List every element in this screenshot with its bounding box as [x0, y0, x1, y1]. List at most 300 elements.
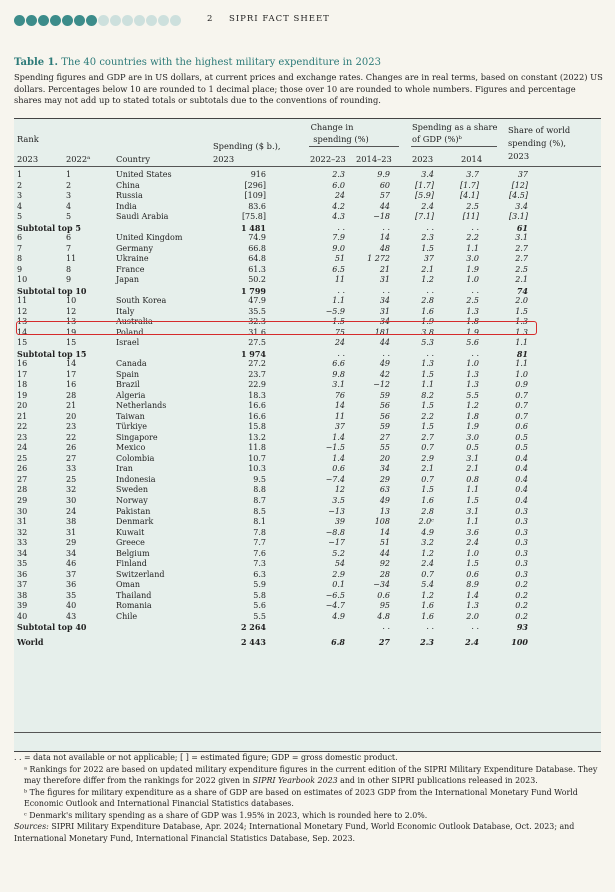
cell-world: [3.1] — [509, 212, 528, 222]
cell-ch2: 21 — [379, 264, 390, 274]
cell-label: Subtotal top 40 — [17, 622, 87, 633]
cell-r22: 24 — [66, 506, 77, 516]
table-row — [14, 580, 601, 591]
cell-country: Australia — [116, 317, 153, 327]
cell-g23: 5.4 — [421, 580, 434, 590]
cell-spend: 61.3 — [248, 264, 266, 274]
table-row — [14, 464, 601, 475]
cell-r22: 35 — [66, 590, 77, 600]
table-row — [14, 170, 601, 181]
subtotal-row — [14, 622, 601, 633]
cell-world: 3.1 — [515, 233, 528, 243]
cell-world: 1.3 — [515, 317, 528, 327]
cell-world: 0.5 — [515, 443, 528, 453]
cell-g23: . . — [426, 285, 434, 295]
cell-g14: 0.6 — [466, 569, 479, 579]
cell-r22: 33 — [66, 464, 77, 474]
cell-country: Spain — [116, 369, 140, 379]
cell-ch2: 0.6 — [377, 590, 390, 600]
cell-country: Italy — [116, 306, 135, 316]
cell-r22: 3 — [66, 191, 72, 201]
cell-ch2: 31 — [379, 306, 390, 316]
cell-g14: 8.9 — [466, 580, 479, 590]
subtotal-row — [14, 223, 601, 234]
cell-r22: 31 — [66, 527, 77, 537]
cell-ch2: 27 — [378, 636, 390, 647]
cell-g23: 2.2 — [421, 411, 434, 421]
cell-r22: 14 — [66, 359, 77, 369]
table-row — [14, 265, 601, 276]
cell-r22: 29 — [66, 538, 77, 548]
header-change-line2: spending (%) — [313, 134, 369, 144]
table-row — [14, 454, 601, 465]
sources-text: SIPRI Military Expenditure Database, Apr. 2024; International Monetary Fund, World Economic Outlook Database, Oct. 2023; and International Monetary Fund, International Financial Statistics Database, Sep. 2023. — [14, 822, 575, 843]
note-b: ᵇ The figures for military expenditure as a share of GDP are based on estimates of 2023 GDP from the International Monetary Fund World Economic Outlook and International Financial Statistics databases. — [24, 787, 578, 808]
dot — [146, 15, 157, 26]
table-row — [14, 422, 601, 433]
cell-r22: 10 — [66, 296, 77, 306]
cell-ch1: 75 — [334, 327, 345, 337]
cell-r23: 19 — [17, 390, 28, 400]
cell-ch2: . . — [382, 222, 390, 232]
cell-r22: 13 — [66, 317, 77, 327]
cell-country: India — [116, 201, 137, 211]
table-row — [14, 244, 601, 255]
table-label: Table 1. — [14, 57, 59, 68]
cell-g23: 2.3 — [421, 233, 434, 243]
cell-r22: 4 — [66, 201, 72, 211]
subtotal-row — [14, 286, 601, 297]
cell-r23: 12 — [17, 306, 28, 316]
cell-world: 0.3 — [515, 559, 528, 569]
cell-r22: 27 — [66, 453, 77, 463]
cell-spend: 7.6 — [253, 548, 266, 558]
cell-world: 2.7 — [515, 254, 528, 264]
cell-spend: 27.5 — [248, 338, 266, 348]
table-row — [14, 517, 601, 528]
cell-ch2: 44 — [379, 338, 390, 348]
cell-country: Iran — [116, 464, 133, 474]
cell-label: Subtotal top 15 — [17, 348, 87, 359]
cell-spend: 8.8 — [253, 485, 266, 495]
cell-world: [12] — [511, 180, 528, 190]
cell-g23: 4.9 — [421, 527, 434, 537]
cell-g23: 2.1 — [421, 264, 434, 274]
table-row — [14, 496, 601, 507]
cell-r22: 5 — [66, 212, 72, 222]
header-rank-2023: 2023 — [17, 154, 39, 164]
cell-ch2: 44 — [379, 201, 390, 211]
cell-ch2: 60 — [379, 180, 390, 190]
dot — [170, 15, 181, 26]
cell-r22: 16 — [66, 380, 77, 390]
cell-ch2: . . — [382, 285, 390, 295]
page-number: 2 — [207, 14, 213, 24]
cell-g23: 0.7 — [421, 569, 434, 579]
cell-g14: 1.4 — [466, 590, 479, 600]
table-row — [14, 391, 601, 402]
cell-g23: 3.2 — [421, 538, 434, 548]
cell-country: Oman — [116, 580, 141, 590]
cell-r22: 28 — [66, 390, 77, 400]
cell-g23: [1.7] — [415, 180, 434, 190]
header-change-2014-23: 2014–23 — [356, 154, 392, 164]
cell-r22: 7 — [66, 243, 72, 253]
cell-g14: 2.1 — [466, 464, 479, 474]
cell-r22: 2 — [66, 180, 72, 190]
cell-g14: 3.7 — [466, 170, 479, 179]
cell-world: 3.4 — [515, 201, 528, 211]
cell-spend: 5.6 — [253, 601, 266, 611]
table-row — [14, 475, 601, 486]
cell-ch2: 57 — [379, 191, 390, 201]
cell-ch1: 37 — [334, 422, 345, 432]
cell-country: Germany — [116, 243, 153, 253]
table-body — [14, 170, 601, 647]
header-country: Country — [116, 154, 151, 164]
cell-ch1: 24 — [334, 191, 345, 201]
cell-ch1: 6.0 — [332, 180, 345, 190]
cell-g23: . . — [426, 348, 434, 358]
cell-g14: 1.9 — [466, 264, 479, 274]
cell-ch1: 11 — [334, 275, 345, 285]
cell-g14: 2.4 — [466, 538, 479, 548]
cell-g23: 2.7 — [421, 432, 434, 442]
cell-g14: 0.8 — [466, 474, 479, 484]
cell-g14: 1.0 — [466, 548, 479, 558]
cell-spend: 2 443 — [240, 636, 266, 647]
cell-world: 1.1 — [515, 338, 528, 348]
cell-g23: 2.1 — [421, 464, 434, 474]
cell-ch2: 51 — [379, 538, 390, 548]
cell-r23: 23 — [17, 432, 28, 442]
table-row — [14, 507, 601, 518]
cell-r23: 30 — [17, 506, 28, 516]
cell-g14: 2.5 — [466, 201, 479, 211]
cell-g14: 1.3 — [466, 380, 479, 390]
cell-spend: 5.5 — [253, 611, 266, 621]
cell-ch1: 6.5 — [332, 264, 345, 274]
cell-ch1: 11 — [334, 411, 345, 421]
cell-ch2: 1 272 — [367, 254, 390, 264]
cell-world: 1.0 — [515, 369, 528, 379]
cell-spend: 1 481 — [240, 222, 266, 233]
cell-g23: [7.1] — [415, 212, 434, 222]
cell-spend: 47.9 — [248, 296, 266, 306]
cell-g14: 2.2 — [466, 233, 479, 243]
cell-ch2: 34 — [379, 464, 390, 474]
cell-country: Norway — [116, 495, 148, 505]
cell-label: Subtotal top 5 — [17, 222, 81, 233]
cell-country: Israel — [116, 338, 140, 348]
cell-ch1: −1.5 — [325, 443, 345, 453]
header-change-2022-23: 2022–23 — [310, 154, 346, 164]
dot — [14, 15, 25, 26]
cell-g23: 1.5 — [421, 485, 434, 495]
cell-r22: 8 — [66, 264, 72, 274]
cell-spend: [75.8] — [241, 212, 266, 222]
cell-ch1: 6.6 — [332, 359, 345, 369]
cell-ch2: 108 — [374, 517, 390, 527]
header-rank-2022: 2022ᵃ — [66, 154, 91, 164]
cell-ch2: 31 — [379, 275, 390, 285]
cell-ch1: 24 — [334, 338, 345, 348]
cell-spend: 1 799 — [240, 285, 266, 296]
cell-ch1: 4.3 — [332, 212, 345, 222]
cell-r23: 35 — [17, 559, 28, 569]
cell-ch1: −6.5 — [325, 590, 345, 600]
cell-g14: 1.0 — [466, 359, 479, 369]
cell-g14: 0.5 — [466, 443, 479, 453]
cell-ch1: . . — [337, 285, 345, 295]
table-row — [14, 538, 601, 549]
cell-spend: 16.6 — [248, 401, 266, 411]
cell-country: Taiwan — [116, 411, 145, 421]
cell-world: 0.2 — [515, 580, 528, 590]
cell-country: Saudi Arabia — [116, 212, 169, 222]
table-intro: Spending figures and GDP are in US dollars, at current prices and exchange rates. Changes are in real terms, based on constant (2022) US dollars. Percentages below 10 are rounded to 1 decimal place; those over 10 are rounded to whole numbers. Figures and percentage shares may not add up to stated totals or subtotals due to the conventions of rounding. — [14, 72, 603, 105]
cell-country: Mexico — [116, 443, 146, 453]
subtotal-row — [14, 637, 601, 648]
cell-g14: [1.7] — [460, 180, 479, 190]
header-rank: Rank — [17, 134, 39, 144]
cell-spend: 32.3 — [248, 317, 266, 327]
table-row — [14, 338, 601, 349]
header-world-line2: spending (%), — [508, 138, 567, 148]
cell-r22: 34 — [66, 548, 77, 558]
cell-world: 0.3 — [515, 548, 528, 558]
cell-g14: 1.0 — [466, 275, 479, 285]
cell-r23: 14 — [17, 327, 28, 337]
cell-spend: [296] — [244, 180, 266, 190]
header-rule-change — [309, 146, 399, 147]
cell-g23: 2.0ᶜ — [418, 517, 434, 527]
cell-g14: 2.0 — [466, 611, 479, 621]
cell-country: Algeria — [116, 390, 146, 400]
cell-g23: 1.9 — [421, 317, 434, 327]
cell-ch2: 44 — [379, 548, 390, 558]
cell-spend: 10.7 — [248, 453, 266, 463]
cell-r22: 26 — [66, 443, 77, 453]
cell-spend: 5.9 — [253, 580, 266, 590]
cell-r22: 46 — [66, 559, 77, 569]
cell-ch2: 63 — [379, 485, 390, 495]
dot — [134, 15, 145, 26]
cell-spend: 9.5 — [253, 474, 266, 484]
cell-spend: 35.5 — [248, 306, 266, 316]
cell-country: Colombia — [116, 453, 155, 463]
dot — [74, 15, 85, 26]
cell-r23: 18 — [17, 380, 28, 390]
cell-r23: 33 — [17, 538, 28, 548]
cell-world: 0.6 — [515, 422, 528, 432]
header-world-line3: 2023 — [508, 151, 530, 161]
cell-world: 93 — [516, 622, 528, 633]
table-row — [14, 254, 601, 265]
cell-ch2: 92 — [379, 559, 390, 569]
cell-spend: 50.2 — [248, 275, 266, 285]
sources — [14, 821, 604, 844]
table-row — [14, 359, 601, 370]
table-row — [14, 559, 601, 570]
cell-ch1: 1.4 — [332, 453, 345, 463]
cell-country: Thailand — [116, 590, 152, 600]
cell-ch2: 56 — [379, 401, 390, 411]
table-row — [14, 370, 601, 381]
cell-g14: 3.1 — [466, 453, 479, 463]
cell-r23: 5 — [17, 212, 23, 222]
cell-ch2: 29 — [379, 474, 390, 484]
cell-g14: 1.2 — [466, 401, 479, 411]
cell-r23: 4 — [17, 201, 23, 211]
cell-country: Sweden — [116, 485, 149, 495]
cell-g23: 1.1 — [421, 380, 434, 390]
cell-spend: 74.9 — [248, 233, 266, 243]
table-row — [14, 433, 601, 444]
cell-g23: . . — [426, 222, 434, 232]
cell-spend: 7.3 — [253, 559, 266, 569]
cell-world: 100 — [511, 636, 528, 647]
cell-ch2: 59 — [379, 422, 390, 432]
table-row — [14, 601, 601, 612]
cell-ch2: 34 — [379, 296, 390, 306]
header-change-line1: Change in — [310, 122, 354, 132]
cell-world: 0.4 — [515, 474, 528, 484]
cell-country: United Kingdom — [116, 233, 183, 243]
cell-r23: 28 — [17, 485, 28, 495]
cell-g14: 1.8 — [466, 317, 479, 327]
cell-country: Ukraine — [116, 254, 149, 264]
cell-world: 0.2 — [515, 590, 528, 600]
table-row — [14, 191, 601, 202]
table-row — [14, 591, 601, 602]
cell-ch2: 55 — [379, 443, 390, 453]
subtotal-row — [14, 349, 601, 360]
cell-world: 0.4 — [515, 485, 528, 495]
table-row — [14, 212, 601, 223]
cell-ch1: −5.9 — [325, 306, 345, 316]
cell-g14: [4.1] — [460, 191, 479, 201]
cell-r22: 15 — [66, 338, 77, 348]
cell-r22: 40 — [66, 601, 77, 611]
cell-g23: 1.5 — [421, 401, 434, 411]
cell-r22: 43 — [66, 611, 77, 621]
cell-r22: 9 — [66, 275, 72, 285]
cell-spend: 7.7 — [253, 538, 266, 548]
progress-dots — [14, 15, 181, 26]
cell-ch2: 95 — [379, 601, 390, 611]
cell-g14: [11] — [462, 212, 479, 222]
cell-ch1: 6.8 — [331, 636, 345, 647]
table-row — [14, 549, 601, 560]
cell-country: Poland — [116, 327, 144, 337]
cell-g23: 1.5 — [421, 369, 434, 379]
cell-country: Romania — [116, 601, 152, 611]
cell-country: Türkiye — [116, 422, 147, 432]
cell-g23: 8.2 — [421, 390, 434, 400]
cell-g14: 1.3 — [466, 369, 479, 379]
cell-g14: 1.9 — [466, 327, 479, 337]
cell-spend: 6.3 — [253, 569, 266, 579]
cell-r22: 37 — [66, 569, 77, 579]
cell-ch2: 42 — [379, 369, 390, 379]
cell-g14: 1.3 — [466, 306, 479, 316]
cell-r22: 38 — [66, 517, 77, 527]
world-rule — [14, 732, 601, 733]
cell-r23: 39 — [17, 601, 28, 611]
cell-spend: 27.2 — [248, 359, 266, 369]
cell-world: 61 — [516, 222, 528, 233]
dot — [62, 15, 73, 26]
cell-g14: 2.5 — [466, 296, 479, 306]
cell-ch1: 5.2 — [332, 548, 345, 558]
cell-g23: 3.4 — [421, 170, 434, 179]
cell-spend: 8.1 — [253, 517, 266, 527]
cell-g23: 1.2 — [421, 548, 434, 558]
cell-r22: 23 — [66, 422, 77, 432]
cell-spend: 83.6 — [248, 201, 266, 211]
cell-spend: 31.6 — [248, 327, 266, 337]
cell-g23: 1.6 — [421, 601, 434, 611]
cell-country: Brazil — [116, 380, 140, 390]
cell-g14: 5.6 — [466, 338, 479, 348]
cell-label: World — [17, 636, 44, 647]
cell-country: Finland — [116, 559, 147, 569]
cell-r23: 34 — [17, 548, 28, 558]
cell-spend: 8.7 — [253, 495, 266, 505]
cell-g23: 2.8 — [421, 296, 434, 306]
cell-world: 0.3 — [515, 517, 528, 527]
cell-g23: 2.3 — [420, 636, 434, 647]
cell-g23: 1.5 — [421, 243, 434, 253]
cell-r23: 38 — [17, 590, 28, 600]
header-spending-line2: 2023 — [213, 154, 235, 164]
cell-r23: 21 — [17, 411, 28, 421]
cell-g23: 3.8 — [421, 327, 434, 337]
cell-ch1: 14 — [334, 401, 345, 411]
cell-r23: 24 — [17, 443, 28, 453]
cell-ch1: 54 — [334, 559, 345, 569]
cell-r23: 32 — [17, 527, 28, 537]
cell-g14: 3.0 — [466, 432, 479, 442]
cell-ch1: −8.8 — [325, 527, 345, 537]
cell-ch2: 28 — [379, 569, 390, 579]
table-row — [14, 612, 601, 623]
cell-r23: 1 — [17, 170, 23, 179]
cell-ch1: 0.1 — [332, 580, 345, 590]
cell-spend: 916 — [250, 170, 266, 179]
cell-spend: 23.7 — [248, 369, 266, 379]
cell-ch1: 1.4 — [332, 432, 345, 442]
cell-r23: 22 — [17, 422, 28, 432]
note-a-text-end: and in other SIPRI publications released in 2023. — [337, 776, 538, 785]
cell-country: South Korea — [116, 296, 167, 306]
cell-world: 0.7 — [515, 401, 528, 411]
cell-r22: 20 — [66, 411, 77, 421]
dot — [38, 15, 49, 26]
cell-ch1: 2.3 — [332, 170, 345, 179]
cell-r23: 3 — [17, 191, 23, 201]
header-gdp-line1: Spending as a share — [412, 122, 498, 132]
cell-ch1: 39 — [334, 517, 345, 527]
cell-ch1: 76 — [334, 390, 345, 400]
cell-world: 0.2 — [515, 611, 528, 621]
cell-g14: . . — [471, 222, 479, 232]
table-row — [14, 443, 601, 454]
cell-g14: 5.5 — [466, 390, 479, 400]
cell-g14: 1.1 — [466, 485, 479, 495]
cell-r23: 8 — [17, 254, 23, 264]
